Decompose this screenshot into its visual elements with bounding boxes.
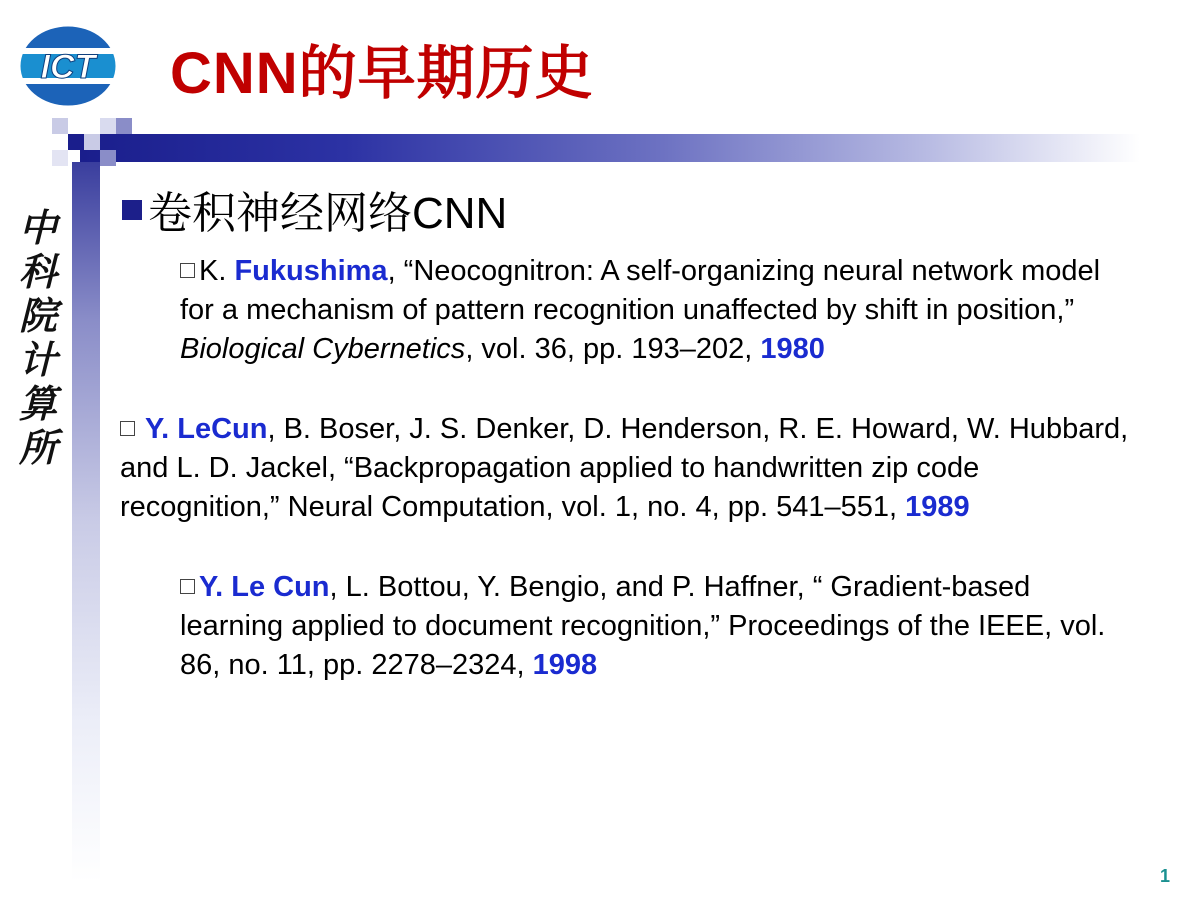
hollow-square-bullet-icon <box>180 579 195 594</box>
logo-text: ICT <box>40 48 96 86</box>
ict-logo <box>16 22 120 110</box>
deco-square <box>84 134 100 150</box>
reference-2 <box>120 410 1140 527</box>
callig-char: 中 <box>18 205 57 250</box>
bullet-text: 卷积神经网络CNN <box>148 189 508 238</box>
hollow-square-bullet-icon <box>120 421 135 436</box>
ref-body: , B. Boser, J. S. Denker, D. Henderson, R. E. Howard, W. Hubbard, and L. D. Jackel, “Backpropagation applied to handwritten zip code recognition,” Neural Computation, vol. 1, no. 4, pp. 541–551, <box>120 413 1129 523</box>
hollow-square-bullet-icon <box>180 263 195 278</box>
callig-char: 科 <box>18 249 57 294</box>
vertical-bar <box>72 162 100 882</box>
header-bar <box>80 134 1140 162</box>
page-number: 1 <box>1160 866 1171 886</box>
ref-author: Y. LeCun <box>145 413 268 445</box>
square-bullet-icon <box>122 200 142 220</box>
callig-char: 所 <box>18 425 57 470</box>
ref-author: Y. Le Cun <box>199 571 330 603</box>
ref-rest: , vol. 36, pp. 193–202, <box>465 333 761 365</box>
deco-square <box>116 118 132 134</box>
ref-year: 1998 <box>532 649 598 681</box>
deco-square <box>100 150 116 166</box>
callig-char: 院 <box>18 293 57 338</box>
callig-char: 计 <box>18 337 57 382</box>
deco-square <box>52 118 68 134</box>
ref-year: 1989 <box>905 491 970 523</box>
ref-body: , L. Bottou, Y. Bengio, and P. Haffner, “ Gradient-based learning applied to document recognition,” Proceedings of the IEEE, vol. 86, no. 11, pp. 2278–2324, <box>180 571 1106 681</box>
slide-title: CNN的早期历史 <box>170 41 594 106</box>
vertical-calligraphy <box>12 206 64 470</box>
ref-year: 1980 <box>760 333 825 365</box>
ref-author: Fukushima <box>234 255 388 287</box>
reference-1 <box>180 252 1140 369</box>
deco-square <box>68 134 84 150</box>
callig-char: 算 <box>18 381 57 426</box>
bullet-cnn <box>122 188 507 240</box>
ref-body: , “Neocognitron: A self-organizing neural network model for a mechanism of pattern recognition unaffected by shift in position,” <box>180 255 1101 326</box>
ref-journal: Biological Cybernetics <box>180 333 466 365</box>
reference-3 <box>180 568 1140 685</box>
ref-prefix: K. <box>199 255 235 287</box>
deco-square <box>100 118 116 134</box>
deco-square <box>52 150 68 166</box>
